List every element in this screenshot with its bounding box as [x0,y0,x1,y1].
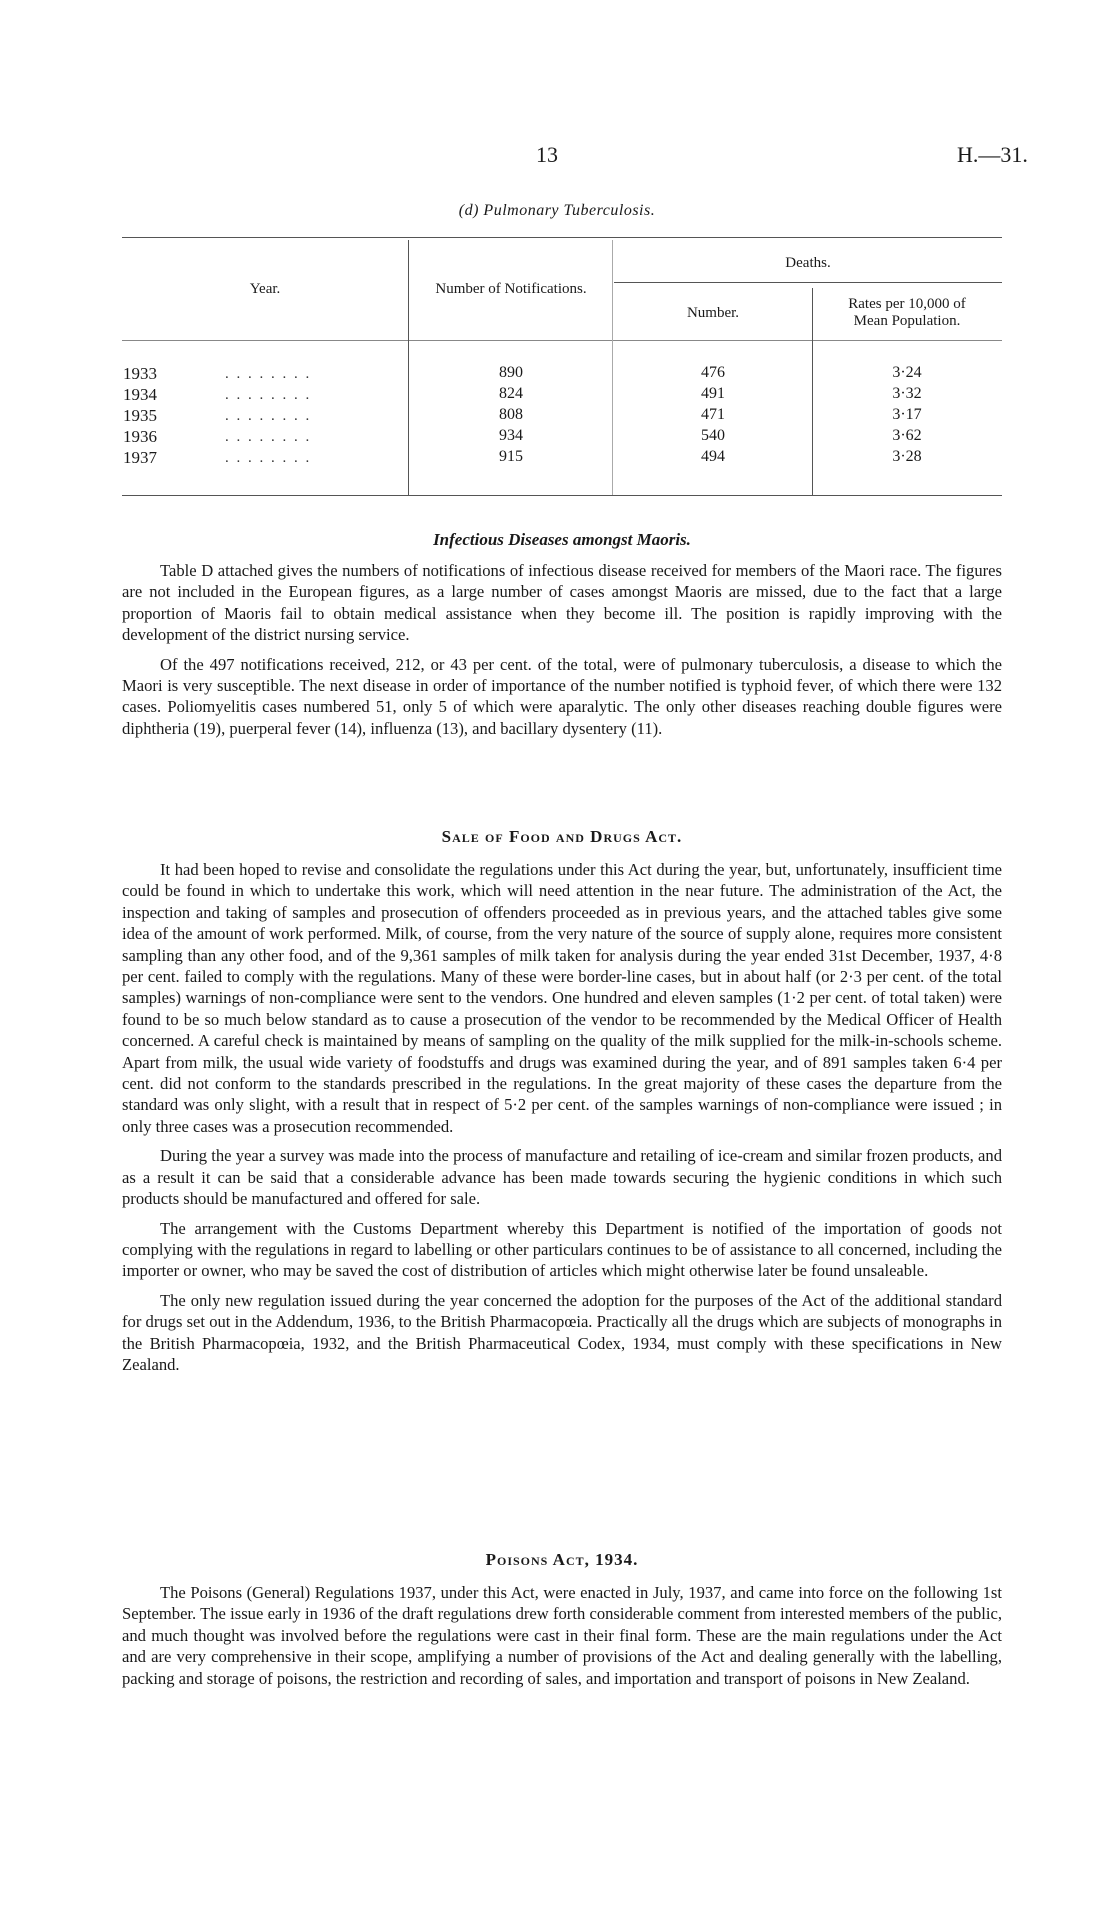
paragraph: The Poisons (General) Regulations 1937, under this Act, were enacted in July, 1937, and came into force on the following 1st September. The issue early in 1936 of the draft regulations drew forth considerable comment from interested members of the public, and much thought was involved before the regulations were cast in their final form. These are the main regulations under the Act and are very comprehensive in their scope, amplifying a number of provisions of the Act and dealing generally with the labelling, packing and storage of poisons, the restriction and recording of sales, and importation and transport of poisons in New Zealand. [122,1583,1002,1688]
table-caption: (d) Pulmonary Tuberculosis. [458,202,656,219]
paragraph: The only new regulation issued during the year concerned the adoption for the purposes of the Act of the additional standard for drugs set out in the Addendum, 1936, to the British Pharmacopœia. Practically all the drugs which are subjects of monographs in the British Pharmacopœia, 1932, and the British Pharmaceutical Codex, 1934, must comply with these specifications in New Zealand. [122,1290,1002,1374]
leader-dots: . . . . . . . . [225,429,312,445]
notifications-cell: 934 [499,427,523,444]
table-bottom-rule [122,495,1002,496]
section-title: Poisons Act, 1934. [485,1550,639,1569]
paragraph: It had been hoped to revise and consolidate the regulations under this Act during the year, but, unfortunately, insufficient time could be found in which to undertake this work, which will need attention in the near future. The administration of the Act, the inspection and taking of samples and prosecution of offenders proceeded as in previous years, and the attached tables give some idea of the amount of work performed. Milk, of course, from the very nature of the source of supply alone, requires more consistent sampling than any other food, and of the 9,361 samples of milk taken for analysis during the year ended 31st December, 1937, 4·8 per cent. failed to comply with the regulations. Many of these were border-line cases, but in about half (or 2·3 per cent. of the total samples) warnings of non-compliance were sent to the vendors. One hundred and eleven samples (1·2 per cent. of total taken) were found to be so much below standard as to cause a prosecution of the vendor to be recommended by the Medical Officer of Health concerned. A careful check is maintained by means of sampling on the quality of the milk supplied for the milk-in-schools scheme. Apart from milk, the usual wide variety of foodstuffs and drugs was examined during the year, and of 891 samples taken 6·4 per cent. did not conform to the standards prescribed in the regulations. In the great majority of these cases the departure from the standard was only slight, with a result that in respect of 5·2 per cent. of the samples warnings of non-compliance were issued ; in only three cases was a prosecution recommended. [122,860,1002,1136]
leader-dots: . . . . . . . . [225,450,312,466]
header-notifications: Number of Notifications. [435,281,587,297]
deaths-cell: 494 [701,448,725,465]
deaths-cell: 491 [701,385,725,402]
deaths-cell: 471 [701,406,725,423]
leader-dots: . . . . . . . . [225,366,312,382]
rate-cell: 3·17 [892,406,922,423]
header-deaths-number: Number. [686,305,740,321]
header-year: Year. [249,281,281,297]
section-title: Sale of Food and Drugs Act. [441,827,683,846]
leader-dots: . . . . . . . . [225,408,312,424]
header-deaths: Deaths. [785,255,831,271]
section-title: Infectious Diseases amongst Maoris. [433,530,691,549]
deaths-cell: 476 [701,364,725,381]
table-top-rule [122,237,1002,238]
deaths-cell: 540 [701,427,725,444]
deaths-sub-rule [614,282,1002,283]
notifications-cell: 915 [499,448,523,465]
header-deaths-rate-line2: Mean Population. [853,313,961,329]
paragraph: During the year a survey was made into the process of manufacture and retailing of ice-cream and similar frozen products, and as a result it can be said that a considerable advance has been made towards securing the hygienic conditions in which such products should be manufactured and offered for sale. [122,1146,1002,1209]
paragraph: The arrangement with the Customs Department whereby this Department is notified of the importation of goods not complying with the regulations in regard to labelling or other particulars continues to be of assistance to all concerned, including the importer or owner, who may be saved the cost of distribution of articles which might otherwise later be found unsaleable. [122,1218,1002,1281]
header-bottom-rule [122,340,1002,341]
poisons-act-section [122,1550,1002,1697]
notifications-cell: 890 [499,364,523,381]
infectious-diseases-section [122,530,1002,747]
notifications-cell: 824 [499,385,523,402]
notifications-cell: 808 [499,406,523,423]
year-cell: 1935 [123,406,157,425]
document-code: H.—31. [957,142,1028,167]
year-cell: 1937 [123,448,157,467]
paragraph: Of the 497 notifications received, 212, or 43 per cent. of the total, were of pulmonary tuberculosis, a disease to which the Maori is very susceptible. The next disease in order of importance of the number notified is typhoid fever, of which there were 132 cases. Poliomyelitis cases numbered 51, only 5 of which were aparalytic. The only other diseases reaching double figures were diphtheria (19), puerperal fever (14), influenza (13), and bacillary dysentery (11). [122,654,1002,738]
header-deaths-rate-line1: Rates per 10,000 of [848,296,966,312]
year-cell: 1933 [123,364,157,383]
paragraph: Table D attached gives the numbers of notifications of infectious disease received for members of the Maori race. The figures are not included in the European figures, as a large number of cases amongst Maoris are missed, due to the fact that a large proportion of Maoris fail to obtain medical assistance when they become ill. The position is rapidly improving with the development of the district nursing service. [122,561,1002,645]
page-number: 13 [536,142,558,167]
rate-cell: 3·24 [892,364,922,381]
rate-cell: 3·62 [892,427,922,444]
leader-dots: . . . . . . . . [225,387,312,403]
food-drugs-section [122,827,1002,1383]
year-cell: 1936 [123,427,157,446]
year-cell: 1934 [123,385,157,404]
rate-cell: 3·28 [892,448,922,465]
rate-cell: 3·32 [892,385,922,402]
